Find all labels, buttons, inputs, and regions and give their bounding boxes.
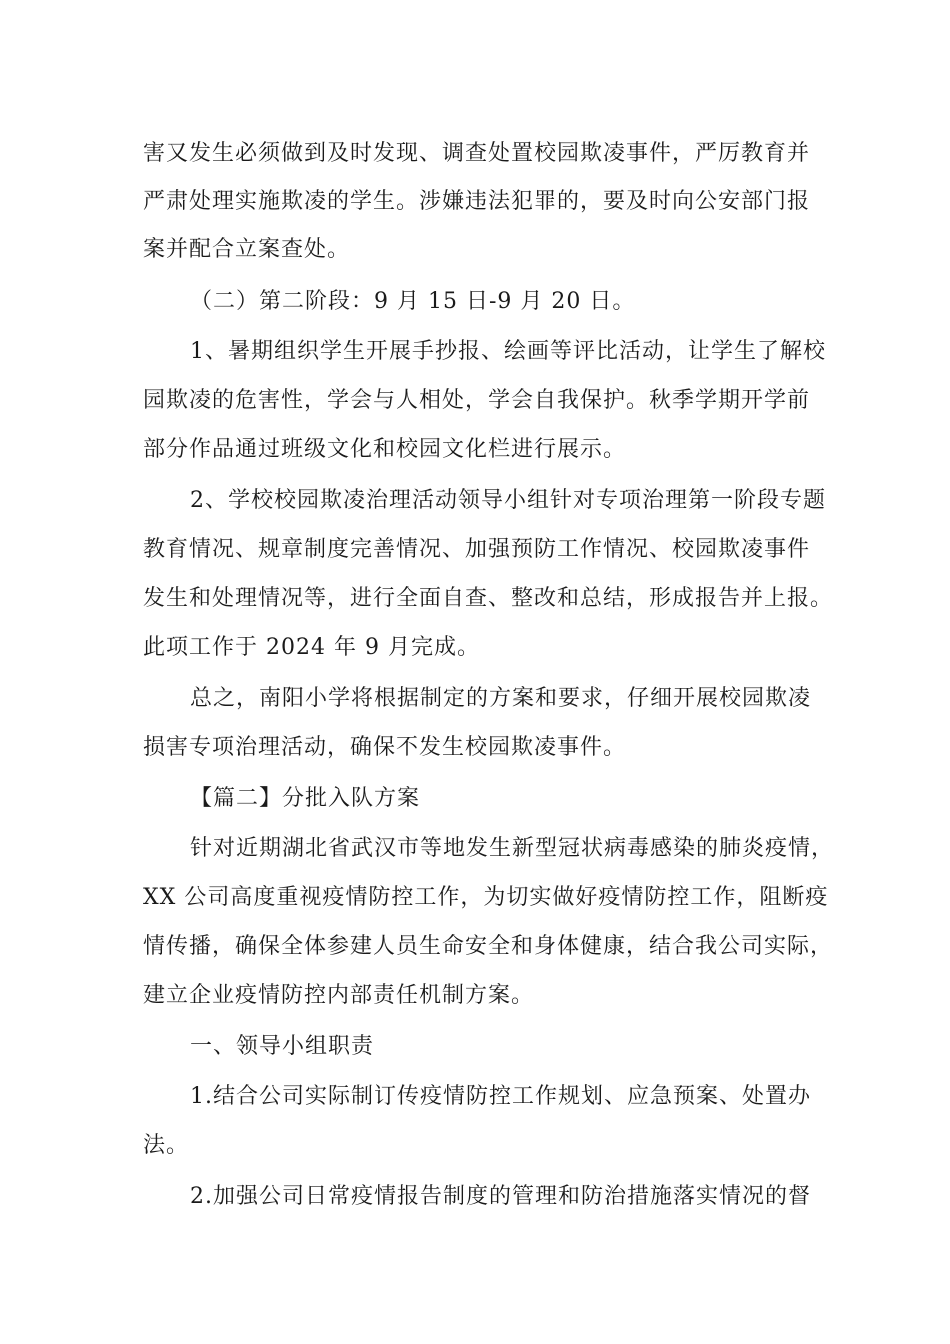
text-line: 严肃处理实施欺凌的学生。涉嫌违法犯罪的，要及时向公安部门报 [143, 189, 811, 214]
text-line: 1.结合公司实际制订传疫情防控工作规划、应急预案、处置办 [190, 1084, 811, 1109]
text-line: 损害专项治理活动，确保不发生校园欺凌事件。 [143, 735, 627, 760]
text-line: 发生和处理情况等，进行全面自查、整改和总结，形成报告并上报。 [143, 586, 834, 611]
text-line: 2.加强公司日常疫情报告制度的管理和防治措施落实情况的督 [190, 1184, 811, 1209]
section-heading: 【篇二】分批入队方案 [190, 786, 421, 811]
section-heading: 一、领导小组职责 [190, 1034, 375, 1059]
text-line: 此项工作于 2024 年 9 月完成。 [143, 635, 480, 660]
text-line: 案并配合立案查处。 [143, 237, 351, 262]
text-line: 2、学校校园欺凌治理活动领导小组针对专项治理第一阶段专题 [190, 488, 826, 513]
text-line: 1、暑期组织学生开展手抄报、绘画等评比活动，让学生了解校 [190, 339, 826, 364]
text-line: 部分作品通过班级文化和校园文化栏进行展示。 [143, 437, 627, 462]
text-line: 情传播，确保全体参建人员生命安全和身体健康，结合我公司实际， [143, 934, 834, 959]
text-line: 害又发生必须做到及时发现、调查处置校园欺凌事件，严厉教育并 [143, 141, 811, 166]
text-line: 针对近期湖北省武汉市等地发生新型冠状病毒感染的肺炎疫情， [190, 836, 835, 861]
text-line: 建立企业疫情防控内部责任机制方案。 [143, 983, 535, 1008]
text-line: XX 公司高度重视疫情防控工作，为切实做好疫情防控工作，阻断疫 [143, 885, 829, 910]
text-line: 总之，南阳小学将根据制定的方案和要求，仔细开展校园欺凌 [190, 686, 812, 711]
text-line: 法。 [143, 1133, 190, 1158]
section-heading: （二）第二阶段：9 月 15 日-9 月 20 日。 [190, 289, 636, 314]
text-line: 园欺凌的危害性，学会与人相处，学会自我保护。秋季学期开学前 [143, 388, 811, 413]
text-line: 教育情况、规章制度完善情况、加强预防工作情况、校园欺凌事件 [143, 537, 811, 562]
